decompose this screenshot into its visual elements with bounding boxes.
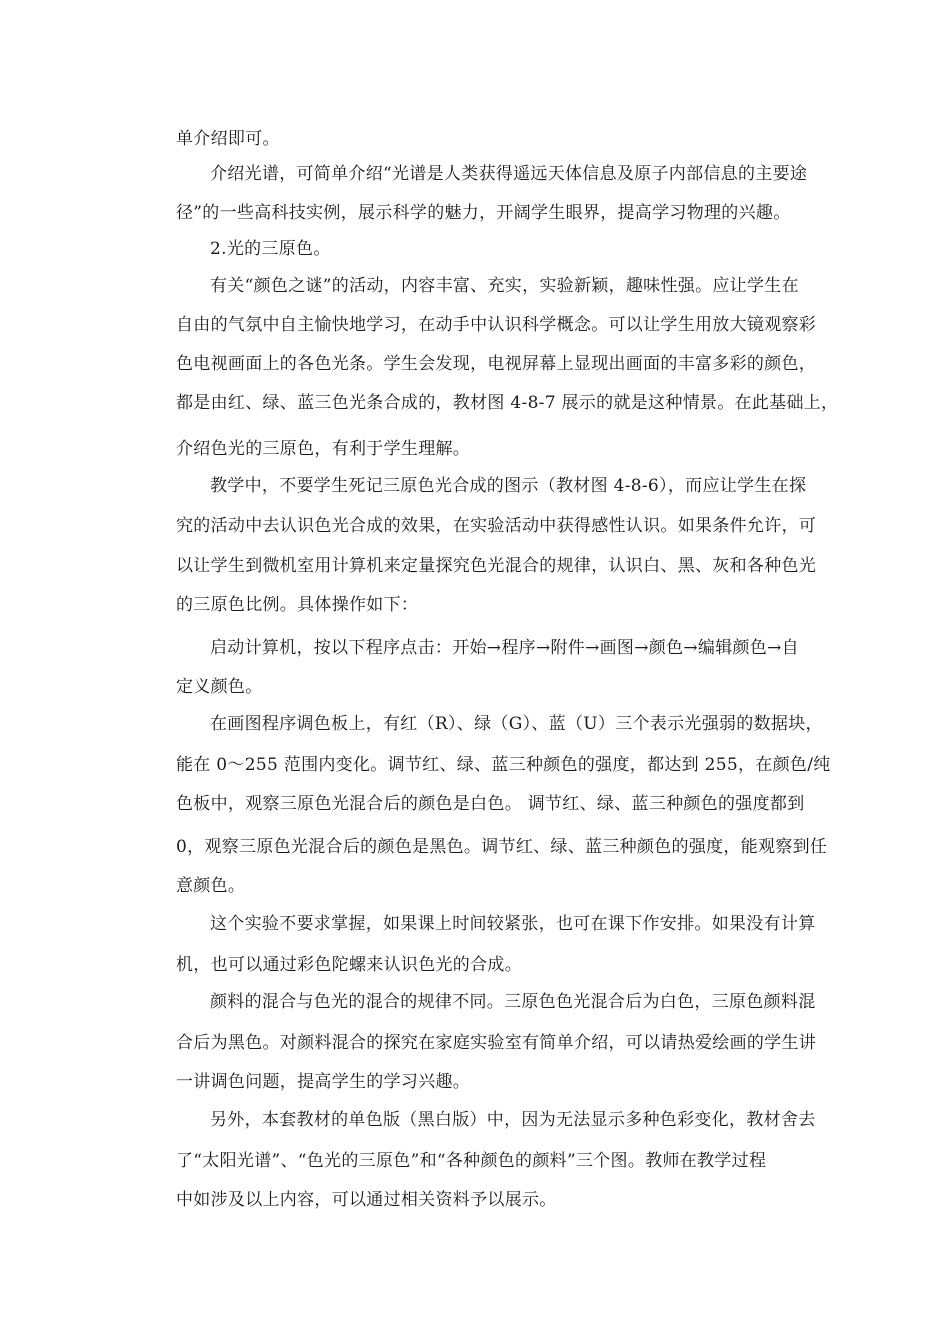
text-line: 色电视画面上的各色光条。学生会发现，电视屏幕上显现出画面的丰富多彩的颜色，: [176, 354, 817, 374]
text-line: 教学中，不要学生死记三原色光合成的图示（教材图 4-8-6），而应让学生在探: [210, 476, 807, 496]
text-line: 这个实验不要求掌握，如果课上时间较紧张，也可在课下作安排。如果没有计算: [210, 914, 816, 934]
text-line: 一讲调色问题，提高学生的学习兴趣。: [176, 1072, 471, 1092]
text-line: 自由的气氛中自主愉快地学习，在动手中认识科学概念。可以让学生用放大镜观察彩: [176, 315, 817, 335]
text-line: 色板中，观察三原色光混合后的颜色是白色。 调节红、绿、蓝三种颜色的强度都到: [176, 794, 805, 814]
text-line: 另外，本套教材的单色版（黑白版）中，因为无法显示多种色彩变化，教材舍去: [210, 1110, 816, 1130]
text-line: 能在 0～255 范围内变化。调节红、绿、蓝三种颜色的强度，都达到 255，在颜色/纯: [176, 755, 831, 775]
text-line: 径”的一些高科技实例，展示科学的魅力，开阔学生眼界，提高学习物理的兴趣。: [176, 203, 791, 223]
text-line: 究的活动中去认识色光合成的效果，在实验活动中获得感性认识。如果条件允许，可: [176, 516, 817, 536]
text-line: 启动计算机，按以下程序点击：开始→程序→附件→画图→颜色→编辑颜色→自: [210, 638, 799, 658]
text-line: 介绍色光的三原色，有利于学生理解。: [176, 439, 471, 459]
text-line: 意颜色。: [176, 876, 246, 896]
text-line: 颜料的混合与色光的混合的规律不同。三原色色光混合后为白色，三原色颜料混: [210, 992, 816, 1012]
text-line: 了“太阳光谱”、“色光的三原色”和“各种颜色的颜料”三个图。教师在教学过程: [176, 1151, 767, 1171]
text-line: 以让学生到微机室用计算机来定量探究色光混合的规律，认识白、黑、灰和各种色光: [176, 556, 817, 576]
text-line: 中如涉及以上内容，可以通过相关资料予以展示。: [176, 1190, 557, 1210]
text-line: 的三原色比例。具体操作如下：: [176, 595, 419, 615]
text-line: 介绍光谱，可简单介绍“光谱是人类获得遥远天体信息及原子内部信息的主要途: [210, 164, 808, 184]
text-line: 定义颜色。: [176, 677, 263, 697]
text-line: 合后为黑色。对颜料混合的探究在家庭实验室有简单介绍，可以请热爱绘画的学生讲: [176, 1033, 817, 1053]
text-line: 在画图程序调色板上，有红（R）、绿（G）、蓝（U）三个表示光强弱的数据块，: [210, 714, 823, 734]
text-line: 2.光的三原色。: [210, 239, 331, 259]
text-line: 机，也可以通过彩色陀螺来认识色光的合成。: [176, 955, 522, 975]
text-line: 都是由红、绿、蓝三色光条合成的，教材图 4-8-7 展示的就是这种情景。在此基础上，: [176, 393, 839, 413]
text-line: 0，观察三原色光混合后的颜色是黑色。调节红、绿、蓝三种颜色的强度，能观察到任: [176, 837, 828, 857]
text-line: 有关“颜色之谜”的活动，内容丰富、充实，实验新颖，趣味性强。应让学生在: [210, 276, 799, 296]
text-line: 单介绍即可。: [176, 129, 280, 149]
